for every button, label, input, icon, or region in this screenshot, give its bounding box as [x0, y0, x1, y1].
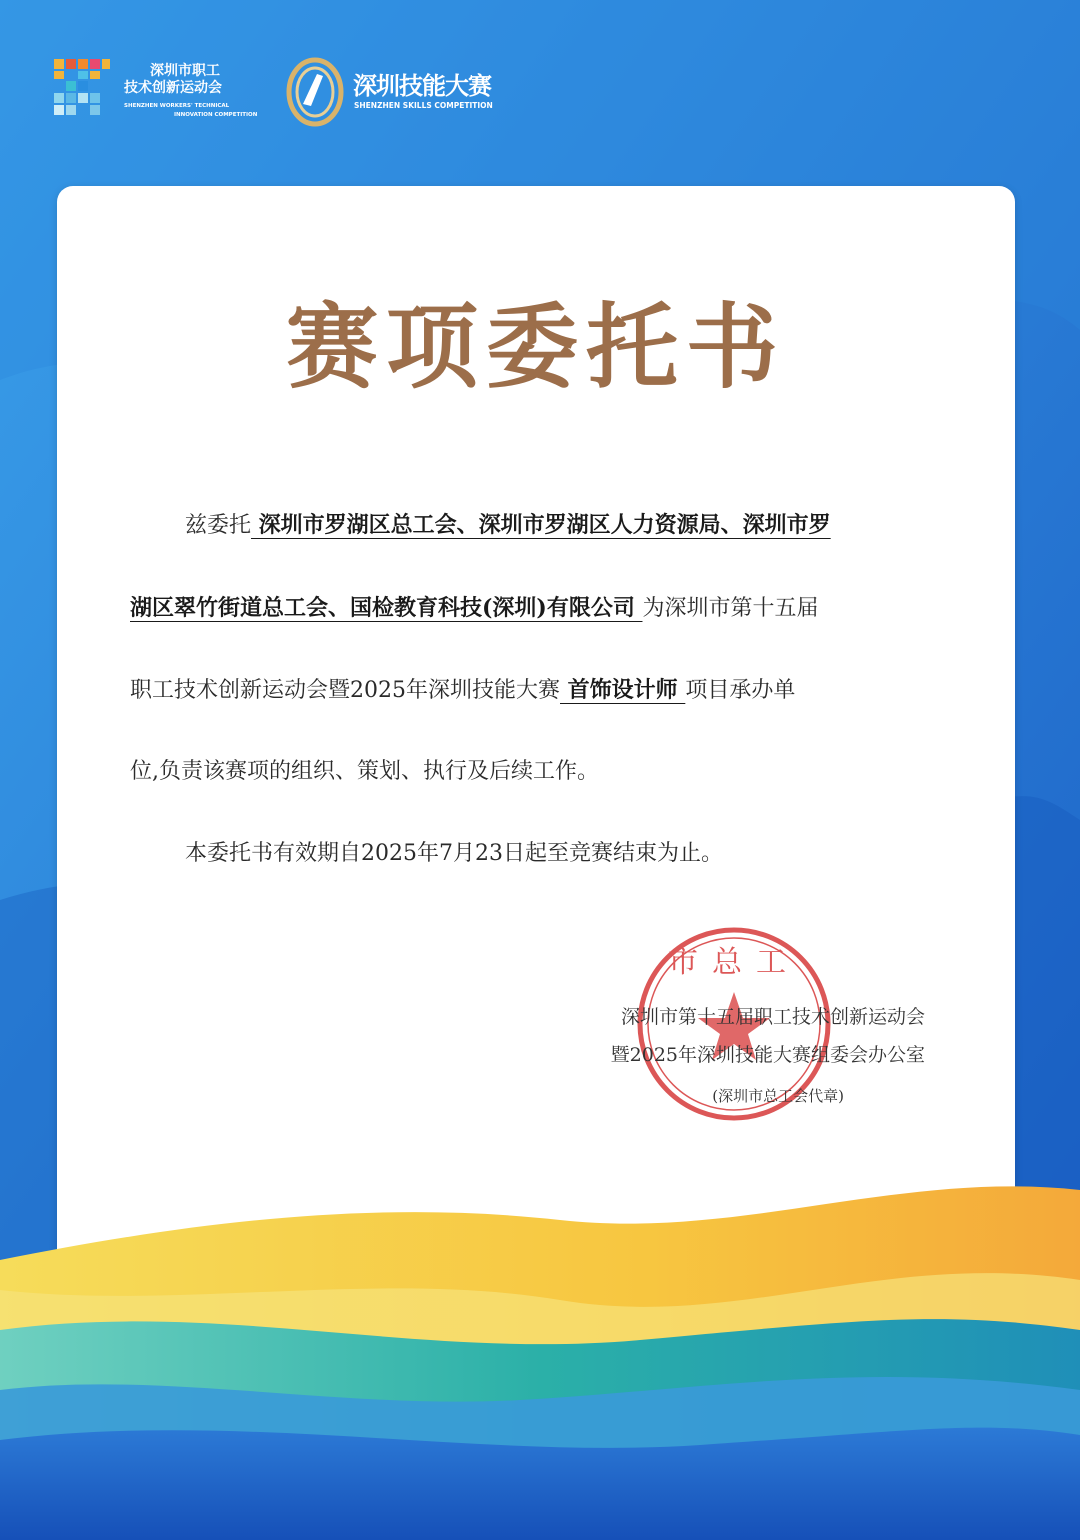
logo-right-cn: 深圳技能大赛 [353, 72, 491, 100]
seal-text: 市总工 [668, 945, 800, 980]
paragraph1-line1 [185, 510, 831, 541]
paragraph2-validity: 本委托书有效期自2025年7月23日起至竞赛结束为止。 [185, 841, 723, 866]
entrusted-organizations-part2: 湖区翠竹街道总工会、国检教育科技(深圳)有限公司 [130, 595, 643, 621]
pixel-logo-icon [50, 55, 112, 123]
bottom-waves-decoration [0, 1160, 1080, 1540]
logo-left-en-line1: SHENZHEN WORKERS' TECHNICAL [124, 103, 230, 109]
signature-line2: 暨2025年深圳技能大赛组委会办公室 [610, 1044, 925, 1066]
logo-right-en: SHENZHEN SKILLS COMPETITION [354, 101, 493, 110]
paragraph1-line2 [130, 593, 819, 624]
para1-line3-suffix: 项目承办单 [685, 678, 796, 703]
logo-left-line2: 技术创新运动会 [124, 80, 222, 96]
paragraph1-line4: 位,负责该赛项的组织、策划、执行及后续工作。 [130, 759, 599, 784]
document-title: 赛项委托书 [285, 293, 786, 401]
project-name: 首饰设计师 [560, 677, 686, 703]
para1-mid-text: 为深圳市第十五届 [642, 596, 819, 621]
signature-line3: (深圳市总工会代章) [712, 1087, 844, 1105]
swoosh-logo-icon [283, 52, 349, 132]
competition-name: 职工技术创新运动会暨2025年深圳技能大赛 [130, 678, 560, 703]
entrust-prefix: 兹委托 [185, 513, 252, 538]
paragraph1-line3 [130, 675, 795, 706]
logo-left-en-line2: INNOVATION COMPETITION [174, 112, 258, 118]
logo-left-line1: 深圳市职工 [150, 63, 220, 79]
signature-line1: 深圳市第十五届职工技术创新运动会 [620, 1006, 925, 1028]
entrusted-organizations-part1: 深圳市罗湖区总工会、深圳市罗湖区人力资源局、深圳市罗 [251, 512, 831, 538]
